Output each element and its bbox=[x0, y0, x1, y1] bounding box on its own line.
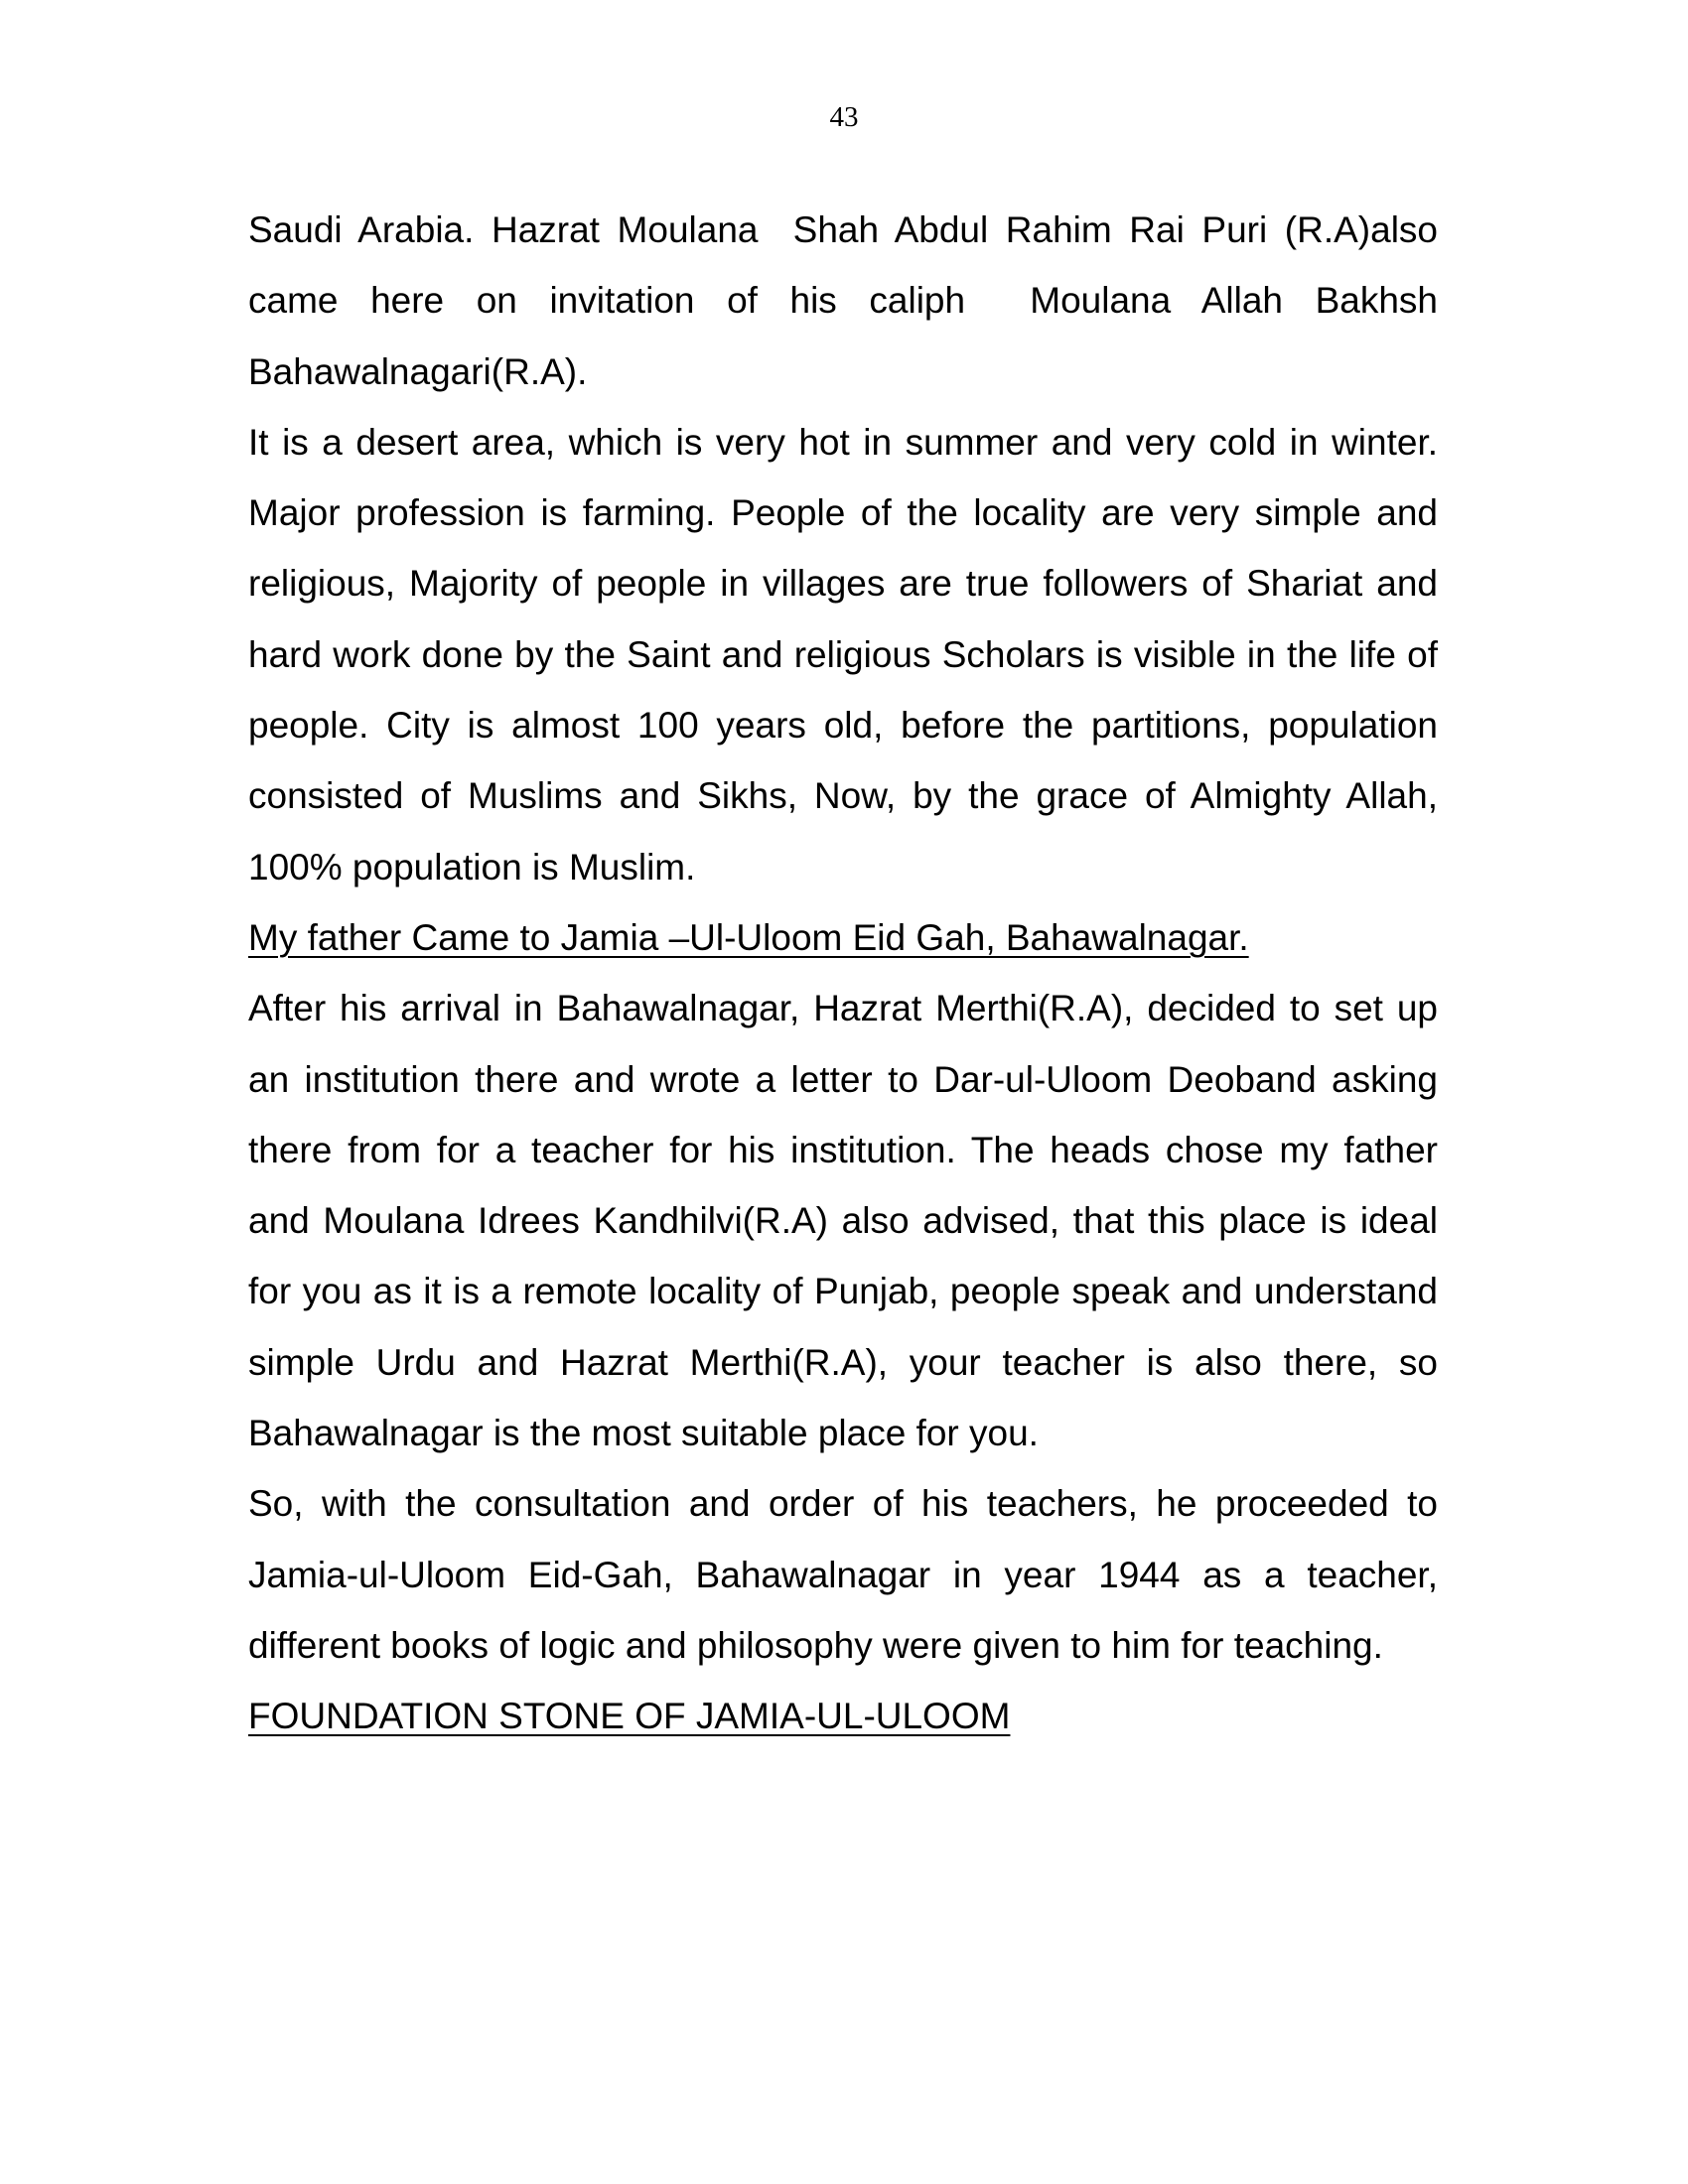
paragraph-arrival: After his arrival in Bahawalnagar, Hazrat Merthi(R.A), decided to set up an institution there and wrote a letter to Dar-ul-Uloom Deoband asking there from for a teacher for his institution. The heads chose my father and Moulana Idrees Kandhilvi(R.A) also advised, that this place is ideal for you as it is a remote locality of Punjab, people speak and understand simple Urdu and Hazrat Merthi(R.A), your teacher is also there, so Bahawalnagar is the most suitable place for you. bbox=[248, 988, 1449, 1454]
page-number: 43 bbox=[829, 101, 859, 133]
paragraph-consultation: So, with the consultation and order of his teachers, he proceeded to Jamia-ul-Uloom Eid-Gah, Bahawalnagar in year 1944 as a teacher, different books of logic and philosophy were given to him for teaching. bbox=[248, 1483, 1449, 1666]
document-body bbox=[248, 195, 1449, 1752]
paragraph-saudi-arabia: Saudi Arabia. Hazrat Moulana Shah Abdul Rahim Rai Puri (R.A)also came here on invitation of his caliph Moulana Allah Bakhsh Bahawalnagari(R.A). bbox=[248, 209, 1449, 392]
paragraph-desert-area: It is a desert area, which is very hot in summer and very cold in winter. Major profession is farming. People of the locality are very simple and religious, Majority of people in villages are true followers of Shariat and hard work done by the Saint and religious Scholars is visible in the life of people. City is almost 100 years old, before the partitions, population consisted of Muslims and Sikhs, Now, by the grace of Almighty Allah, 100% population is Muslim. bbox=[248, 421, 1449, 887]
section-heading-jamia-eid-gah: My father Came to Jamia –Ul-Uloom Eid Gah, Bahawalnagar. bbox=[248, 916, 1249, 958]
section-heading-foundation-stone: FOUNDATION STONE OF JAMIA-UL-ULOOM bbox=[248, 1696, 1011, 1737]
